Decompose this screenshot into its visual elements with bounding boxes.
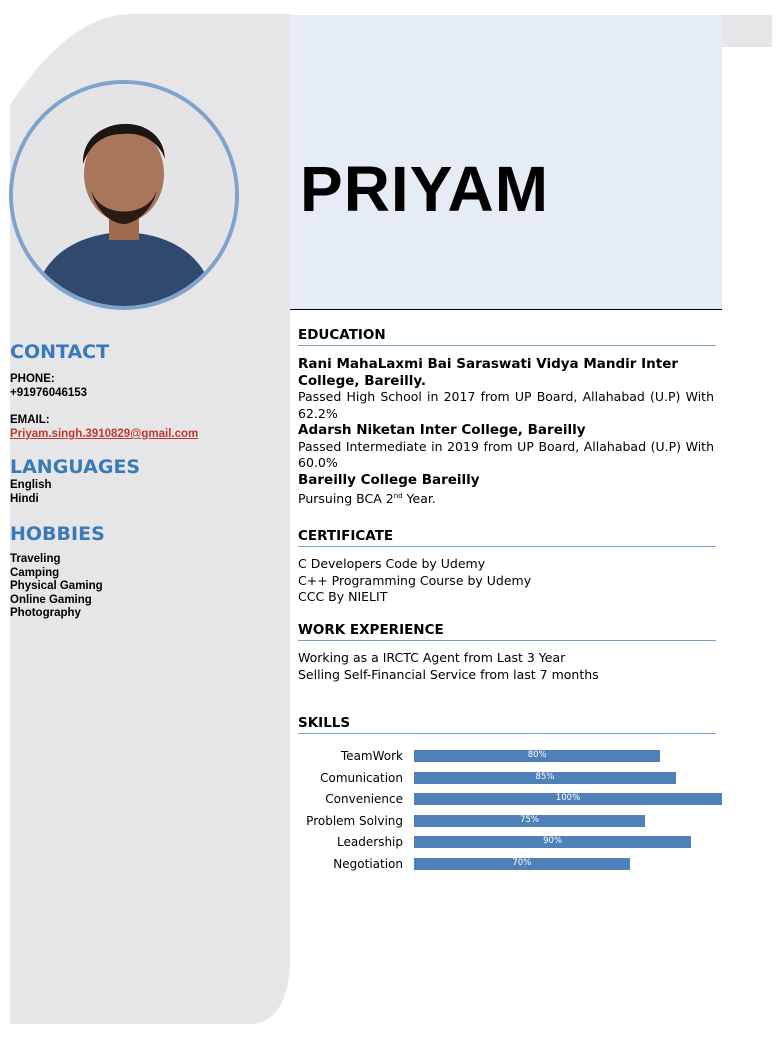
education-detail: Passed High School in 2017 from UP Board, Allahabad (U.P) With 62.2% xyxy=(298,389,714,421)
corner-tab xyxy=(722,15,772,47)
contact-heading: CONTACT xyxy=(10,341,110,363)
skill-percent-label: 85% xyxy=(535,771,555,782)
hobby-item: Photography xyxy=(10,607,81,620)
work-item: Working as a IRCTC Agent from Last 3 Year xyxy=(298,650,566,665)
skill-row xyxy=(290,835,730,849)
languages-heading: LANGUAGES xyxy=(10,456,141,478)
work-heading: WORK EXPERIENCE xyxy=(298,622,716,641)
profile-photo xyxy=(9,80,239,310)
school-name: Bareilly College Bareilly xyxy=(298,471,480,488)
hobbies-list xyxy=(10,553,103,621)
skill-label: Problem Solving xyxy=(306,813,403,828)
certificate-item: C++ Programming Course by Udemy xyxy=(298,572,532,588)
skill-label: Convenience xyxy=(325,792,403,806)
school-name: Rani MahaLaxmi Bai Saraswati Vidya Mandir Inter College, Bareilly xyxy=(298,356,679,389)
work-list xyxy=(298,650,714,683)
phone-label: PHONE: xyxy=(10,373,55,385)
skill-percent-label: 100% xyxy=(555,793,581,803)
person-silhouette-icon xyxy=(13,84,235,306)
skill-label: TeamWork xyxy=(340,749,403,763)
certificate-item: C Developers Code by Udemy xyxy=(298,556,486,571)
skill-percent-label: 70% xyxy=(512,857,532,868)
skill-label: Leadership xyxy=(337,835,403,849)
language-item: English xyxy=(10,479,52,491)
email-label: EMAIL: xyxy=(10,414,50,426)
work-item: Selling Self-Financial Service from last 7 months xyxy=(298,666,599,682)
skill-row xyxy=(290,857,730,871)
hobby-item: Physical Gaming xyxy=(10,580,103,593)
education-heading: EDUCATION xyxy=(298,327,716,346)
hobby-item: Camping xyxy=(10,566,60,579)
phone-value: +91976046153 xyxy=(10,387,88,399)
skill-label: Negotiation xyxy=(333,856,403,871)
skills-heading: SKILLS xyxy=(298,715,716,734)
skill-percent-label: 90% xyxy=(543,836,563,846)
certificate-heading: CERTIFICATE xyxy=(298,528,716,547)
education-detail: Passed Intermediate in 2019 from UP Board, Allahabad (U.P) With 60.0% xyxy=(298,438,714,470)
skill-percent-label: 75% xyxy=(520,814,539,825)
skill-label: Comunication xyxy=(320,770,403,785)
email-link[interactable]: Priyam.singh.3910829@gmail.com xyxy=(10,428,199,440)
education-detail: Pursuing BCA 2nd Year. xyxy=(298,491,436,507)
skill-row xyxy=(290,749,730,763)
hobbies-heading: HOBBIES xyxy=(10,523,105,545)
skill-row xyxy=(290,814,730,828)
name-title: PRIYAM xyxy=(300,153,550,225)
skill-percent-label: 80% xyxy=(527,750,547,760)
skill-row xyxy=(290,771,730,785)
language-item: Hindi xyxy=(10,493,39,505)
school-name: Adarsh Niketan Inter College, Bareilly xyxy=(298,422,586,438)
hobby-item: Traveling xyxy=(10,553,61,565)
skill-row xyxy=(290,792,730,806)
hobby-item: Online Gaming xyxy=(10,593,92,606)
certificate-item: CCC By NIELIT xyxy=(298,589,388,604)
certificate-list xyxy=(298,556,714,606)
education-entry: Rani MahaLaxmi Bai Saraswati Vidya Mandir Inter College, Bareilly. Passed High School in 2017 from UP Board, Allahabad (U.P) With 62.2% Adarsh Niketan Inter College, Bareilly Passed Intermediate in 2019 from UP Board, Allahabad (U.P) With 60.0% Bareilly College Bareilly Pursuing BCA 2nd Year. xyxy=(298,356,714,507)
